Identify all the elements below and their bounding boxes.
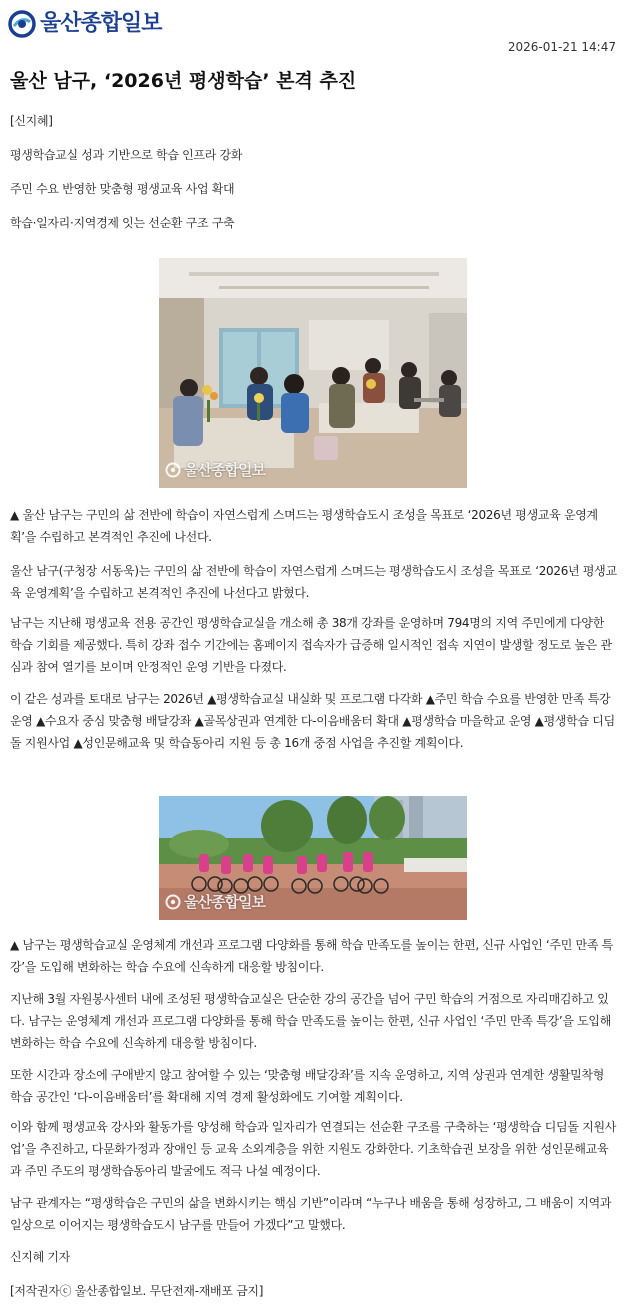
summary-line: 주민 수요 반영한 맞춤형 평생교육 사업 확대: [10, 182, 235, 196]
body-paragraph: 지난해 3월 자원봉사센터 내에 조성된 평생학습교실은 단순한 강의 공간을 넘어 구민 학습의 거점으로 자리매김하고 있다. 남구는 운영체계 개선과 프로그램 다양화를 통해 학습 만족도를 높이는 한편, 신규 사업인 ‘주민 만족 특강’을 도입해 변화하는 학습 수요에 신속하게 대응할 방침이다.: [10, 992, 612, 1050]
body-paragraph: 남구 관계자는 “평생학습은 구민의 삶을 변화시키는 핵심 기반”이라며 “누구나 배움을 통해 성장하고, 그 배움이 지역과 일상으로 이어지는 평생학습도시 남구를 만들어 가겠다”고 말했다.: [10, 1196, 612, 1232]
photo-caption: ▲ 남구는 평생학습교실 운영체계 개선과 프로그램 다양화를 통해 학습 만족도를 높이는 한편, 신규 사업인 ‘주민 만족 특강’을 도입해 변화하는 학습 수요에 신속하게 대응할 방침이다.: [10, 938, 613, 974]
masthead[interactable]: [8, 8, 162, 40]
newspaper-logo-icon: [8, 10, 36, 38]
watermark-text: 울산종합일보: [184, 893, 265, 911]
article-photo-bicycles[interactable]: [159, 796, 467, 920]
photo-caption: ▲ 울산 남구는 구민의 삶 전반에 학습이 자연스럽게 스며드는 평생학습도시 조성을 목표로 ‘2026년 평생교육 운영계획’을 수립하고 본격적인 추진에 나선다.: [10, 508, 598, 544]
article-photo-classroom[interactable]: [159, 258, 467, 488]
photo-watermark: [165, 891, 265, 912]
copyright-notice: [저작권자ⓒ 울산종합일보. 무단전재-재배포 금지]: [10, 1284, 264, 1298]
newspaper-name: 울산종합일보: [40, 11, 162, 36]
watermark-logo-icon: [165, 894, 181, 910]
photo-watermark: [165, 459, 265, 480]
body-paragraph: 남구는 지난해 평생교육 전용 공간인 평생학습교실을 개소해 총 38개 강좌를 운영하며 794명의 지역 주민에게 다양한 학습 기회를 제공했다. 특히 강좌 접수 기간에는 홈페이지 접속자가 급증해 일시적인 접속 지연이 발생할 정도로 높은 관심과 참여 열기를 보이며 안정적인 운영 기반을 다졌다.: [10, 616, 612, 674]
article-title: 울산 남구, ‘2026년 평생학습’ 본격 추진: [10, 70, 357, 92]
reporter-name: 신지혜 기자: [10, 1250, 70, 1264]
article-datetime: 2026-01-21 14:47: [507, 40, 616, 54]
body-paragraph: 이 같은 성과를 토대로 남구는 2026년 ▲평생학습교실 내실화 및 프로그램 다각화 ▲주민 학습 수요를 반영한 만족 특강 운영 ▲수요자 중심 맞춤형 배달강좌 ▲골목상권과 연계한 다-이음배움터 확대 ▲평생학습 마을학교 운영 ▲평생학습 디딤돌 지원사업 ▲성인문해교육 및 학습동아리 지원 등 총 16개 중점 사업을 추진할 계획이다.: [10, 692, 615, 750]
body-paragraph: 또한 시간과 장소에 구애받지 않고 참여할 수 있는 ‘맞춤형 배달강좌’를 지속 운영하고, 지역 상권과 연계한 생활밀착형 학습 공간인 ‘다-이음배움터’를 확대해 지역 경제 활성화에도 기여할 계획이다.: [10, 1068, 604, 1104]
summary-line: 평생학습교실 성과 기반으로 학습 인프라 강화: [10, 148, 243, 162]
watermark-text: 울산종합일보: [184, 461, 265, 479]
watermark-logo-icon: [165, 462, 181, 478]
byline: [신지혜]: [10, 114, 53, 128]
body-paragraph: 이와 함께 평생교육 강사와 활동가를 양성해 학습과 일자리가 연결되는 선순환 구조를 구축하는 ‘평생학습 디딤돌 지원사업’을 추진하고, 다문화가정과 장애인 등 교육 소외계층을 위한 지원도 강화한다. 기초학습권 보장을 위한 성인문해교육과 주민 주도의 평생학습동아리 발굴에도 적극 나설 예정이다.: [10, 1120, 617, 1178]
body-paragraph: 울산 남구(구청장 서동욱)는 구민의 삶 전반에 학습이 자연스럽게 스며드는 평생학습도시 조성을 목표로 ‘2026년 평생교육 운영계획’을 수립하고 본격적인 추진에 나선다고 밝혔다.: [10, 564, 617, 600]
summary-line: 학습·일자리·지역경제 잇는 선순환 구조 구축: [10, 216, 235, 230]
classroom-photo-illustration: [159, 258, 467, 488]
